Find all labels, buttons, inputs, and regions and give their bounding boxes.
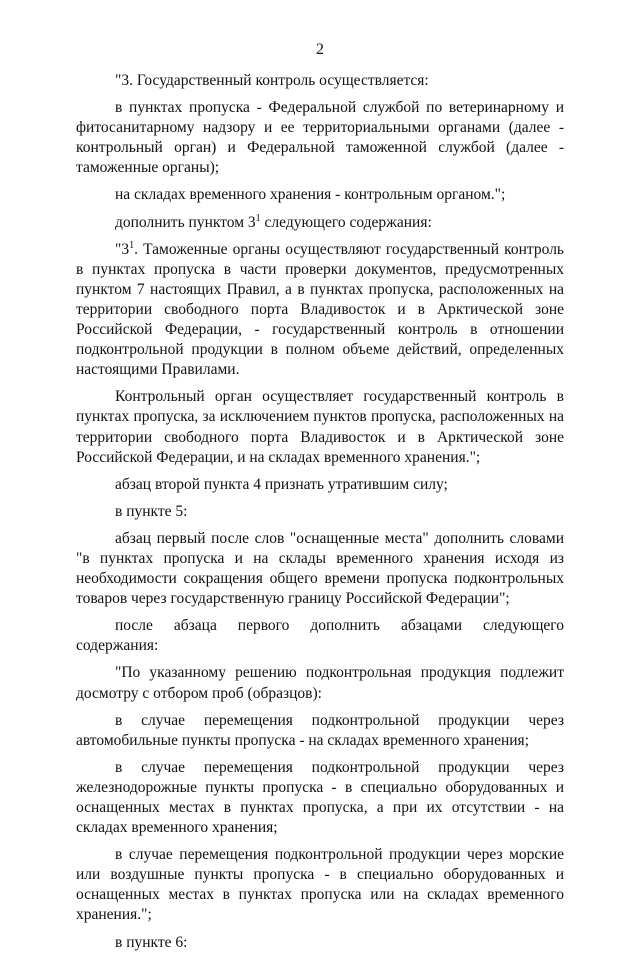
paragraph: в пункте 6: <box>115 933 188 951</box>
page-number: 2 <box>316 41 324 58</box>
paragraph: "По указанному решению подконтрольная продукция подлежит досмотру с отбором проб (образцов): <box>76 664 564 702</box>
paragraph: "3. Государственный контроль осуществляется: <box>115 72 429 89</box>
paragraph: абзац первый после слов "оснащенные места" дополнить словами "в пунктах пропуска и на склады временного хранения исходя из необходимости сокращения общего времени пропуска подконтрольных товаров через государственную границу Российской Федерации"; <box>76 529 564 608</box>
paragraph-text: "3 <box>115 240 130 258</box>
paragraph: после абзаца первого дополнить абзацами следующего содержания: <box>76 617 564 655</box>
paragraph <box>76 213 564 233</box>
document-body <box>76 71 564 953</box>
paragraph: Контрольный орган осуществляет государственный контроль в пунктах пропуска, за исключением пунктов пропуска, расположенных на территории свободного порта Владивосток и в Арктической зоне Российской Федерации, и на складах временного хранения."; <box>76 388 564 466</box>
paragraph: в случае перемещения подконтрольной продукции через железнодорожные пункты пропуска - в специально оборудованных и оснащенных местах в пунктах пропуска, а при их отсутствии - на складах временного хранения; <box>76 758 564 837</box>
paragraph: абзац второй пункта 4 признать утратившим силу; <box>115 475 448 493</box>
paragraph: на складах временного хранения - контрольным органом."; <box>115 186 506 204</box>
paragraph: в случае перемещения подконтрольной продукции через морские или воздушные пункты пропуска - в специально оборудованных и оснащенных местах в пунктах пропуска или на складах временного хранения."; <box>76 846 564 924</box>
superscript: 1 <box>255 212 261 224</box>
paragraph-text: . Таможенные органы осуществляют государственный контроль в пунктах пропуска в части проверки документов, предусмотренных пунктом 7 настоящих Правил, а в пунктах пропуска, расположенных на территории свободного порта Владивосток и в Арктической зоне Российской Федерации, - государственный контроль в отношении подконтрольной продукции в полном объеме действий, определенных настоящими Правилами. <box>76 240 564 379</box>
paragraph: в случае перемещения подконтрольной продукции через автомобильные пункты пропуска - на складах временного хранения; <box>76 711 564 749</box>
paragraph: в пунктах пропуска - Федеральной службой по ветеринарному и фитосанитарному надзору и ее территориальными органами (далее - контрольный орган) и Федеральной таможенной службой (далее - таможенные органы); <box>76 99 564 177</box>
paragraph <box>76 240 564 381</box>
paragraph: в пункте 5: <box>115 502 188 520</box>
superscript: 1 <box>129 239 135 251</box>
paragraph-text: дополнить пунктом 3 <box>115 213 256 231</box>
paragraph-text: следующего содержания: <box>260 213 432 231</box>
